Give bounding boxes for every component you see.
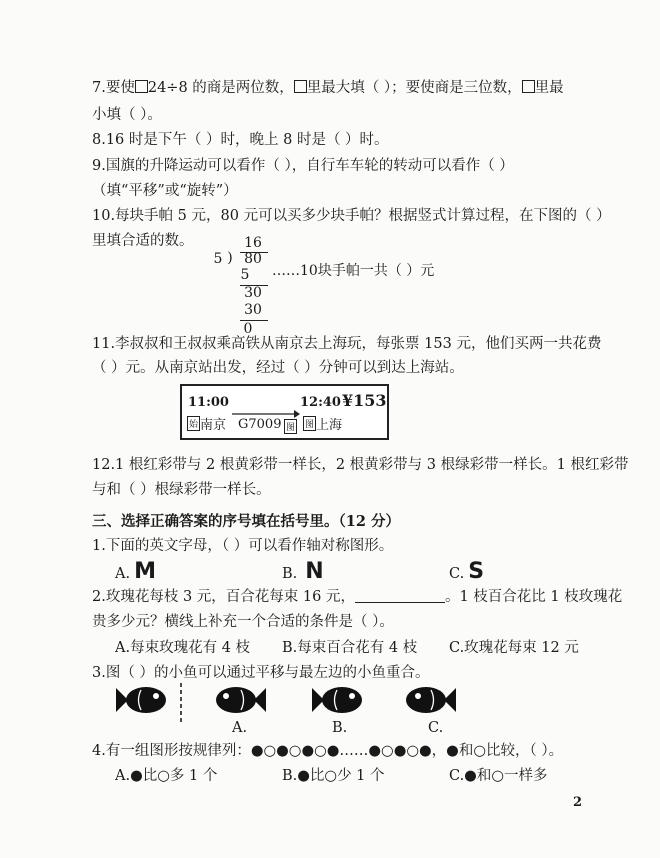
- c1-option-a: [115, 559, 156, 584]
- c1-stem: 1.下面的英文字母，（ ）可以看作轴对称图形。: [92, 538, 394, 554]
- c3-stem: 3.图（ ）的小鱼可以通过平移与最左边的小鱼重合。: [92, 665, 430, 681]
- q10-line1: 10.每块手帕 5 元，80 元可以买多少块手帕？根据竖式计算过程，在下图的（ ）: [92, 208, 611, 224]
- q11-line1: 11.李叔叔和王叔叔乘高铁从南京去上海玩，每张票 153 元，他们买两一共花费: [92, 336, 602, 352]
- fish-icon: [404, 685, 456, 715]
- calc-row4: 0: [243, 321, 253, 337]
- calc-quotient: 16: [244, 235, 262, 251]
- q9-line2: （填“平移”或“旋转”）: [92, 183, 238, 199]
- page-number: 2: [572, 795, 582, 810]
- fish-icon: [214, 685, 266, 715]
- c4-stem: [92, 741, 563, 761]
- c2-option-b: B.每束百合花有 4 枝: [282, 640, 418, 656]
- c4-stem-a: 4.有一组图形按规律列：: [92, 743, 251, 759]
- c1-option-c: [449, 559, 485, 584]
- fish-icon: [116, 685, 168, 715]
- c3-option-a: A.: [232, 720, 248, 736]
- option-label: B.: [282, 566, 298, 582]
- c3-option-b: B.: [332, 720, 348, 736]
- c4-option-c: C.●和○一样多: [449, 768, 548, 784]
- blank-box-icon: [522, 80, 535, 93]
- blank-box-icon: [294, 80, 307, 93]
- c1-option-b: [282, 559, 324, 584]
- q7-line1: [92, 78, 564, 98]
- divider-dashed-line: [179, 683, 183, 723]
- ticket-train-mark: 图: [284, 419, 297, 434]
- c2-text-b: 。1 枝百合花比 1 枝玫瑰花: [444, 589, 623, 605]
- ticket-price: ¥153: [342, 391, 387, 410]
- q11-line2: （ ）元。从南京站出发，经过（ ）分钟可以到达上海站。: [92, 360, 464, 376]
- blank-box-icon: [135, 80, 148, 93]
- calc-bracket: ): [227, 250, 233, 266]
- q7-text-d: 里最: [534, 80, 564, 96]
- fish-icon: [312, 685, 364, 715]
- q12-line2: 与和（ ）根绿彩带一样长。: [92, 482, 271, 498]
- q8-text: 8.16 时是下午（ ）时，晚上 8 时是（ ）时。: [92, 132, 389, 148]
- calc-row2: 30: [244, 285, 262, 301]
- calc-divisor: 5: [213, 251, 223, 267]
- ticket-from-station: 南京: [200, 418, 227, 433]
- c2-line2: 贵多少元？横线上补充一个合适的条件是（ ）。: [92, 614, 394, 630]
- ticket-to-mark: 图: [303, 416, 316, 431]
- fill-in-line: [355, 588, 445, 603]
- q7-line2: 小填（ ）。: [92, 107, 162, 123]
- section-title: 三、选择正确答案的序号填在括号里。（12 分）: [92, 513, 400, 530]
- option-label: A.: [115, 566, 131, 582]
- ticket-to-station: 上海: [316, 418, 343, 433]
- ticket-from-mark: 始: [187, 416, 200, 431]
- q10-note: ……10块手帕一共（ ）元: [272, 263, 435, 279]
- ticket-depart-time: 11:00: [188, 395, 229, 410]
- q7-text-b: 24÷8 的商是两位数，: [147, 80, 294, 96]
- letter-n: N: [305, 559, 324, 584]
- c3-option-c: C.: [428, 720, 444, 736]
- letter-s: S: [468, 559, 485, 584]
- calc-dividend: 80: [244, 251, 262, 267]
- letter-m: M: [134, 559, 156, 584]
- q12-line1: 12.1 根红彩带与 2 根黄彩带一样长，2 根黄彩带与 3 根绿彩带一样长。1 根红彩带: [92, 457, 629, 473]
- c2-option-a: A.每束玫瑰花有 4 枝: [115, 640, 251, 656]
- calc-row1: 5: [240, 267, 250, 283]
- ticket-arrive-time: 12:40: [300, 395, 341, 410]
- c4-stem-b: ●和○比较，（ ）。: [446, 743, 564, 759]
- q10-line2: 里填合适的数。: [92, 233, 194, 249]
- option-label: C.: [449, 566, 465, 582]
- q7-text-a: 7.要使: [92, 80, 135, 96]
- c2-option-c: C.玫瑰花每束 12 元: [449, 640, 579, 656]
- c4-option-b: B.●比○少 1 个: [282, 768, 385, 784]
- calc-row3: 30: [244, 302, 262, 318]
- train-ticket: [180, 384, 389, 440]
- c2-text-a: 2.玫瑰花每枝 3 元，百合花每束 16 元，: [92, 589, 355, 605]
- ticket-train: G7009: [238, 417, 282, 432]
- c2-line1: [92, 587, 622, 607]
- c4-dot-sequence: ●○●○●○●……●○●○●，: [250, 743, 447, 759]
- q9-line1: 9.国旗的升降运动可以看作（ ），自行车车轮的转动可以看作（ ）: [92, 158, 514, 174]
- q7-text-c: 里最大填（ ）；要使商是三位数，: [306, 80, 522, 96]
- fish-row: [0, 683, 660, 736]
- c4-option-a: A.●比○多 1 个: [115, 768, 218, 784]
